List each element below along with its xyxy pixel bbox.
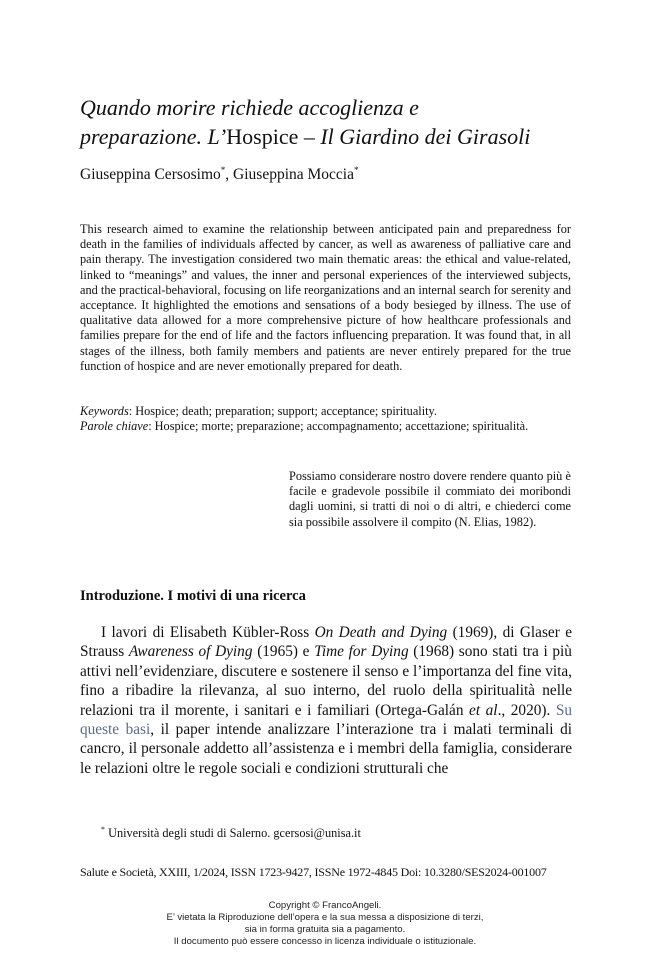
author-name: Giuseppina Moccia bbox=[233, 166, 354, 183]
author-affiliation-marker: * bbox=[220, 164, 226, 175]
keywords-label: Parole chiave bbox=[80, 419, 149, 434]
copyright-line: Il documento può essere concesso in licenza individuale o istituzionale. bbox=[173, 936, 477, 947]
title-line-2-italic: preparazione. L’ bbox=[80, 124, 227, 149]
copyright-line: Copyright © FrancoAngeli. bbox=[268, 900, 382, 911]
body-text: (1965) e bbox=[252, 643, 315, 661]
body-text: (1968) sono stati tra i più attivi nell’evidenziare, discutere e sostenere il senso e l’importanza del fine vita, fino a ribadire la rilevanza, al suo interno, del ruolo della spiritualità nelle relazioni tra il morente, i sanitari e i familiari (Ortega-Galán bbox=[80, 643, 572, 719]
author-affiliation-marker: * bbox=[353, 164, 359, 175]
abstract: This research aimed to examine the relationship between anticipated pain and preparedness for death in the families of individuals affected by cancer, as well as awareness of palliative care and pain therapy. The investigation considered two main thematic areas: the ethical and value-related, linked to “meanings” and values, the inner and personal experiences of the interviewed subjects, and the practical-behavioral, focusing on life reorganizations and an internal search for serenity and acceptance. It highlighted the emotions and sensations of a body besieged by illness. The use of qualitative data allowed for a more comprehensive picture of how healthcare professionals and families prepare for the end of life and the factors influencing preparation. It was found that, in all stages of the illness, both family members and patients are never entirely prepared for the true function of hospice and are never emotionally prepared for death. bbox=[80, 222, 571, 373]
book-title: Time for Dying bbox=[314, 643, 409, 661]
keywords-english bbox=[80, 404, 571, 419]
journal-citation: Salute e Società, XXIII, 1/2024, ISSN 1723-9427, ISSNe 1972-4845 Doi: 10.3280/SES2024-001007 bbox=[80, 865, 547, 879]
book-title: On Death and Dying bbox=[314, 624, 448, 641]
keywords-block bbox=[80, 404, 571, 434]
body-paragraph bbox=[80, 623, 572, 778]
keywords-label: Keywords bbox=[80, 404, 129, 418]
copyright-line: E’ vietata la Riproduzione dell’opera e la sua messa a disposizione di terzi, bbox=[166, 912, 484, 923]
title-line-2-tail: – Il Giardino dei Girasoli bbox=[298, 124, 531, 149]
footnote-marker: * bbox=[101, 824, 105, 834]
book-title: Awareness of Dying bbox=[128, 643, 253, 661]
citation-et-al: et al bbox=[469, 701, 498, 719]
section-heading: Introduzione. I motivi di una ricerca bbox=[80, 588, 306, 604]
body-text: , il paper intende analizzare l’interazione tra i malati terminali di cancro, il personale addetto all’assistenza e i membri della famiglia, considerare le relazioni oltre le regole sociali e condizioni strutturali che bbox=[80, 721, 572, 777]
footnote-text: Università degli studi di Salerno. gcersosi@unisa.it bbox=[105, 826, 361, 840]
author-separator: , bbox=[225, 166, 234, 183]
title-line-1: Quando morire richiede accoglienza e bbox=[80, 95, 419, 120]
author-list bbox=[80, 165, 358, 185]
keywords-text: : Hospice; death; preparation; support; acceptance; spirituality. bbox=[128, 404, 437, 418]
body-text: I lavori di Elisabeth Kübler-Ross bbox=[101, 624, 315, 641]
footnote bbox=[101, 826, 361, 841]
keywords-text: : Hospice; morte; preparazione; accompagnamento; accettazione; spiritualità. bbox=[148, 419, 529, 434]
copyright-line: sia in forma gratuita sia a pagamento. bbox=[244, 924, 406, 935]
highlighted-phrase: Su queste basi bbox=[80, 701, 573, 739]
epigraph-quote: Possiamo considerare nostro dovere rendere quanto più è facile e gradevole possibile il commiato dei moribondi dagli uomini, si tratti di noi o di altri, e chiederci come sia possibile assolvere il compito (N. Elias, 1982). bbox=[289, 469, 571, 529]
body-text: (1969), di Glaser e Strauss bbox=[80, 624, 572, 661]
author-name: Giuseppina Cersosimo bbox=[80, 166, 221, 183]
title-hospice-word: Hospice bbox=[226, 124, 299, 149]
body-text: ., 2020). bbox=[497, 701, 556, 719]
copyright-notice bbox=[0, 900, 650, 948]
article-title bbox=[80, 93, 600, 151]
keywords-italian bbox=[80, 419, 571, 434]
